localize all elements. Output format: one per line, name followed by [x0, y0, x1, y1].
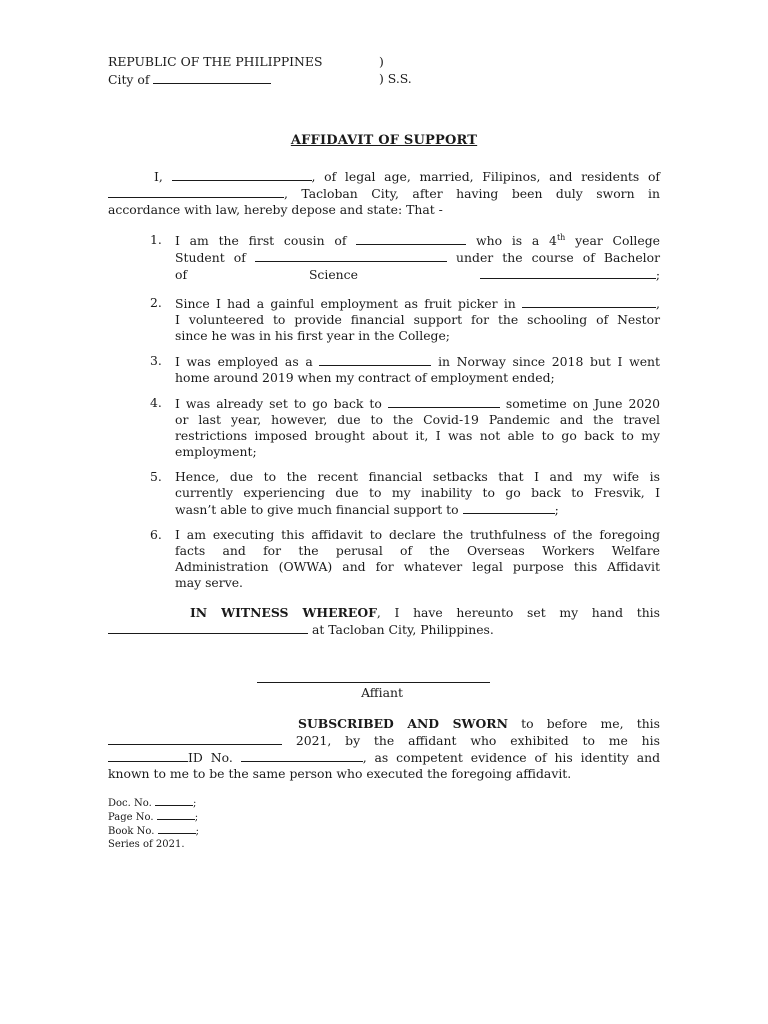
item5-text-a: Hence, due to the recent financial setbacks that I and my wife is [175, 469, 660, 484]
city-blank [153, 71, 271, 84]
witness-paragraph [108, 605, 660, 638]
doc-no-semi: ; [192, 798, 197, 809]
employer-blank [522, 295, 656, 308]
intro-text-3: , Tacloban City, after having been duly sworn in [284, 186, 660, 201]
school-blank [255, 249, 447, 262]
date-blank [108, 621, 308, 634]
item2-text-c: I volunteered to provide financial support for the schooling of Nestor [175, 312, 660, 327]
destination-blank [388, 395, 500, 408]
jurat-text-d: , as competent evidence of his identity and [362, 750, 660, 765]
venue-city-row [108, 71, 438, 88]
id-type-blank [108, 749, 188, 762]
intro-text-2: , of legal age, married, Filipinos, and residents of [311, 169, 660, 184]
jurat-text-b: 2021, by the affidant who exhibited to me his [295, 733, 660, 748]
venue-republic: REPUBLIC OF THE PHILIPPINES [108, 54, 323, 69]
witness-text-b: at Tacloban City, Philippines. [311, 622, 494, 637]
book-no-blank [158, 824, 196, 834]
venue-ss: ) S.S. [379, 71, 412, 86]
intro-text-4: accordance with law, hereby depose and state: That - [108, 202, 443, 217]
item1-text-e: under the course of Bachelor [456, 250, 661, 265]
course-blank [480, 266, 656, 279]
witness-heading: IN WITNESS WHEREOF [190, 605, 377, 620]
item1-text-b: who is a 4 [476, 233, 557, 248]
signature-line [257, 682, 490, 683]
beneficiary-blank [463, 501, 555, 514]
affiant-name-blank [172, 168, 312, 181]
intro-paragraph [108, 168, 660, 218]
statement-text [175, 395, 660, 460]
item-number: 2. [150, 295, 162, 310]
statement-text [175, 353, 660, 386]
item4-text-e: employment; [175, 444, 257, 459]
statement-text [175, 469, 660, 518]
item2-text-a: Since I had a gainful employment as fruit picker in [175, 296, 516, 311]
intro-line-1 [108, 168, 660, 185]
intro-text-1: I, [154, 169, 163, 184]
item2-text-d: since he was in his first year in the College; [175, 328, 450, 343]
item4-text-c: or last year, however, due to the Covid-19 Pandemic and the travel [175, 412, 660, 427]
item-number: 4. [150, 395, 162, 410]
position-blank [319, 353, 431, 366]
page-no-label: Page No. [108, 812, 154, 823]
item4-text-d: restrictions imposed brought about it, I was not able to go back to my [175, 428, 660, 443]
item1-text-h: ; [655, 267, 660, 282]
item5-text-d: ; [554, 502, 559, 517]
item1-text-d: Student of [175, 250, 246, 265]
jurat-text-a: to before me, this [521, 716, 660, 731]
item3-text-a: I was employed as a [175, 354, 313, 369]
item2-text-b: , [656, 296, 660, 311]
doc-no-label: Doc. No. [108, 798, 152, 809]
venue-city-label: City of [108, 72, 150, 87]
intro-line-2 [108, 185, 660, 202]
item1-text-a: I am the first cousin of [175, 233, 347, 248]
series-row: Series of 2021. [108, 839, 185, 850]
item-number: 5. [150, 469, 162, 484]
ordinal-suffix: th [556, 232, 566, 242]
statement-text [175, 295, 660, 344]
venue-paren: ) [379, 54, 384, 69]
item4-text-b: sometime on June 2020 [505, 396, 660, 411]
item-number: 6. [150, 527, 162, 542]
notarial-register [108, 796, 199, 851]
item3-text-b: in Norway since 2018 but I went [438, 354, 660, 369]
statement-text [175, 232, 660, 283]
item5-text-c: wasn’t able to give much financial support to [175, 502, 459, 517]
residence-blank [108, 185, 284, 198]
student-name-blank [356, 232, 466, 245]
venue-republic-row [108, 54, 438, 71]
page-no-semi: ; [194, 812, 199, 823]
statement-text [175, 527, 660, 591]
item5-text-b: currently experiencing due to my inability to go back to Fresvik, I [175, 485, 660, 500]
item6-text-b: facts and for the perusal of the Overseas Workers Welfare [175, 543, 660, 558]
book-no-label: Book No. [108, 826, 155, 837]
affiant-label: Affiant [361, 685, 403, 700]
venue-block [108, 54, 438, 88]
id-number-blank [241, 749, 363, 762]
item1-text-c: year College [575, 233, 660, 248]
witness-text-a: , I have hereunto set my hand this [376, 605, 660, 620]
jurat-text-e: known to me to be the same person who executed the foregoing affidavit. [108, 766, 572, 781]
jurat-paragraph [108, 716, 660, 782]
item-number: 3. [150, 353, 162, 368]
jurat-date-blank [108, 732, 282, 745]
doc-no-row [108, 796, 199, 810]
book-no-row [108, 824, 199, 838]
item1-text-f: of [175, 267, 188, 282]
document-title: AFFIDAVIT OF SUPPORT [290, 133, 478, 148]
doc-no-blank [155, 796, 193, 806]
item1-text-g: Science [308, 267, 358, 282]
item-number: 1. [150, 232, 162, 247]
page-no-row [108, 810, 199, 824]
item6-text-a: I am executing this affidavit to declare the truthfulness of the foregoing [175, 527, 660, 542]
item3-text-c: home around 2019 when my contract of employment ended; [175, 370, 555, 385]
item6-text-c: Administration (OWWA) and for whatever legal purpose this Affidavit [175, 559, 660, 574]
jurat-text-c: ID No. [188, 750, 233, 765]
book-no-semi: ; [195, 826, 199, 837]
item4-text-a: I was already set to go back to [175, 396, 382, 411]
item6-text-d: may serve. [175, 575, 243, 590]
jurat-heading: SUBSCRIBED AND SWORN [298, 716, 508, 731]
page-no-blank [157, 810, 195, 820]
